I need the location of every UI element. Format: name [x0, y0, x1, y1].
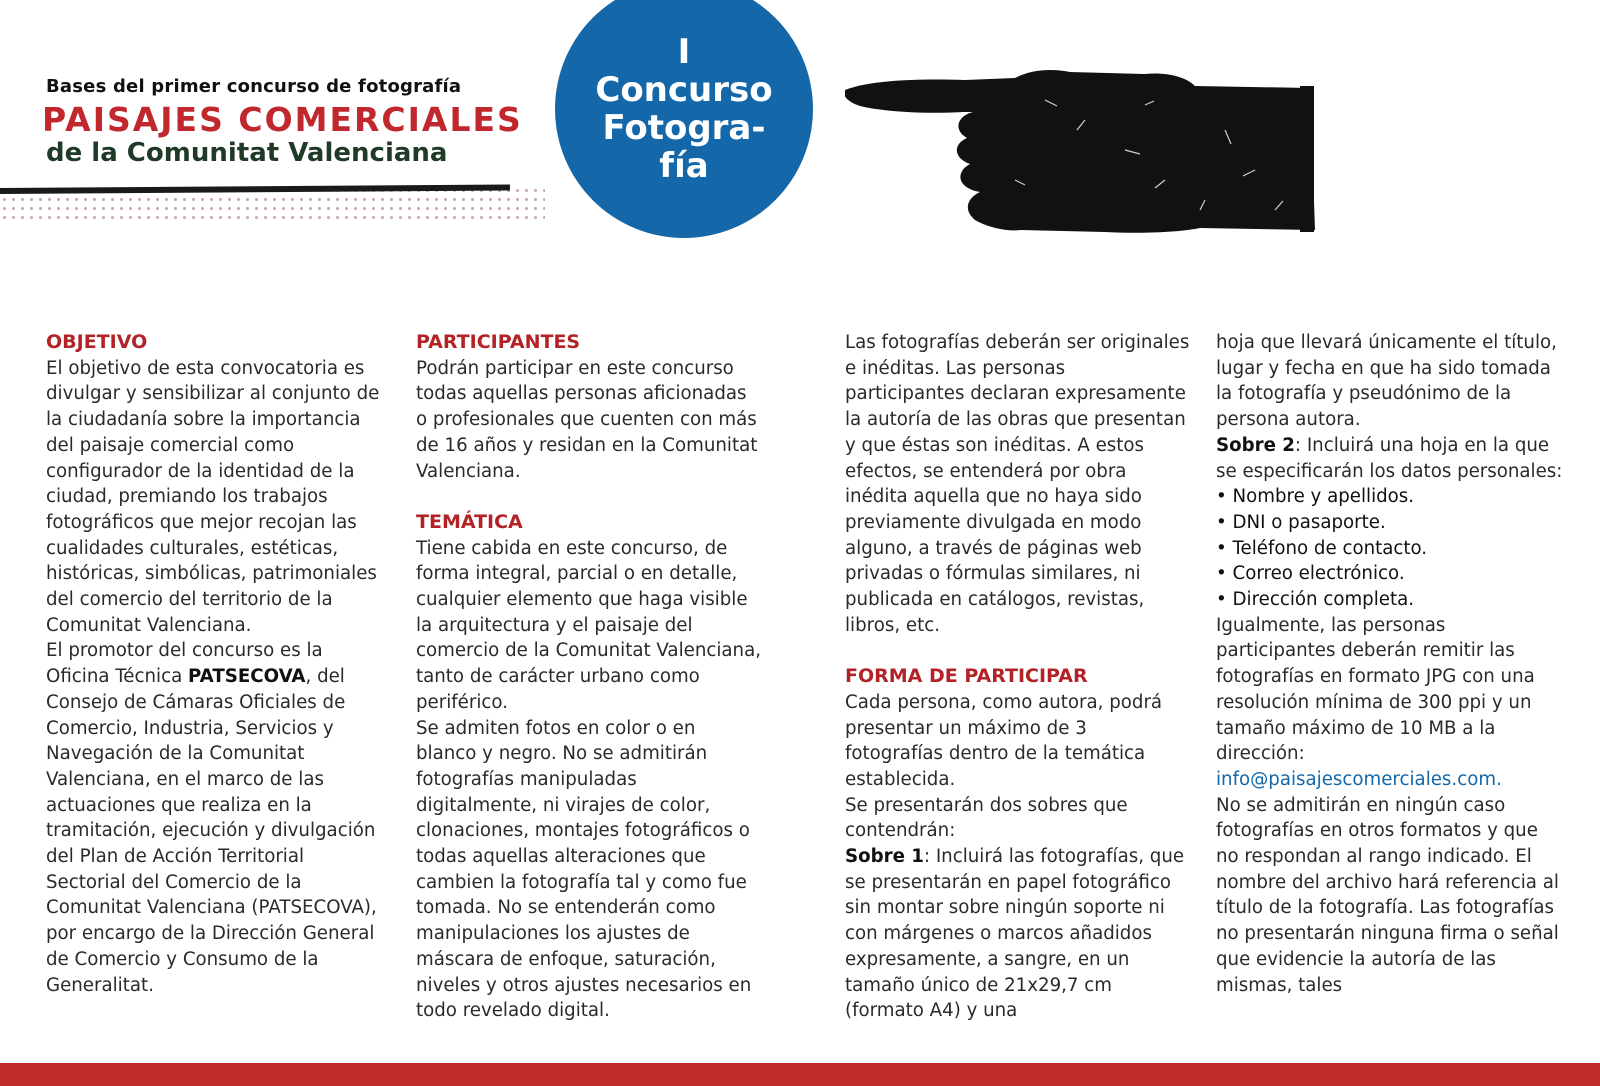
bullet-item: • Dirección completa.	[1216, 589, 1415, 611]
heading-forma-de-participar: FORMA DE PARTICIPAR	[845, 665, 1088, 688]
sobres-text: Se presentarán dos sobres que contendrán:	[845, 794, 1128, 842]
bullet-item: • Teléfono de contacto.	[1216, 537, 1428, 559]
sobre-2-label: Sobre 2	[1216, 434, 1295, 456]
heading-participantes: PARTICIPANTES	[416, 331, 581, 353]
footer-bar	[0, 1063, 1600, 1086]
header-kicker: Bases del primer concurso de fotografía	[46, 76, 462, 97]
autora-text: Cada persona, como autora, podrá presentar un máximo de 3 fotografías dentro de la temática establecida.	[845, 691, 1163, 790]
column-2	[416, 330, 761, 1024]
objetivo-text: El objetivo de esta convocatoria es divulgar y sensibilizar al conjunto de la ciudadanía sobre la importancia del paisaje comercial como configurador de la identidad de la ciudad, premiando los trabajos fotográficos que mejor recojan las cualidades culturales, estéticas, históricas, simbólicas, patrimoniales del comercio del territorio de la Comunitat Valenciana.	[46, 357, 380, 636]
tematica-text: Tiene cabida en este concurso, de forma integral, parcial o en detalle, cualquier elemento que haga visible la arquitectura y el paisaje del comercio de la Comunitat Valenciana, tanto de carácter urbano como periférico.	[416, 537, 762, 713]
fotos-text: Se admiten fotos en color o en blanco y negro. No se admitirán fotografías manipuladas digitalmente, ni virajes de color, clonaciones, montajes fotográficos o todas aquellas alteraciones que cambien la fotografía tal y como fue tomada. No se entenderán como manipulaciones los ajustes de máscara de enfoque, saturación, niveles y otros ajustes necesarios en todo revelado digital.	[416, 717, 752, 1022]
heading-objetivo: OBJETIVO	[46, 331, 148, 353]
concurso-badge	[555, 0, 813, 238]
patsecova-bold: PATSECOVA	[188, 666, 306, 688]
column-1	[46, 330, 384, 998]
formato-text: Igualmente, las personas participantes deberán remitir las fotografías en formato JPG con una resolución mínima de 300 ppi y un tamaño máximo de 10 MB a la dirección:	[1216, 614, 1535, 765]
header-title: PAISAJES COMERCIALES	[42, 100, 523, 139]
column-4	[1216, 330, 1566, 998]
heading-tematica: TEMÁTICA	[416, 510, 523, 533]
no-admitiran-text: No se admitirán en ningún caso fotografías en otros formatos y que no respondan al rango indicado. El nombre del archivo hará referencia al título de la fotografía. Las fotografías no presentarán ninguna firma o señal que evidencie la autoría de las mismas, tales	[1216, 794, 1559, 996]
sobre-1-label: Sobre 1	[845, 846, 924, 868]
sobre-1-desc: : Incluirá las fotografías, que se presentarán en papel fotográfico sin montar sobre ningún soporte ni con márgenes o marcos añadidos expresamente, a sangre, en un tamaño único de 21x29,7 cm (formato A4) y una	[845, 846, 1185, 1022]
header-subtitle: de la Comunitat Valenciana	[46, 138, 448, 168]
originales-text: Las fotografías deberán ser originales e inéditas. Las personas participantes declaran expresamente la autoría de las obras que presentan y que éstas son inéditas. A estos efectos, se entenderá por obra inédita aquella que no haya sido previamente divulgada en modo alguno, a través de páginas web privadas o fórmulas similares, ni publicada en catálogos, revistas, libros, etc.	[845, 332, 1190, 636]
badge-line-2: Concurso	[595, 70, 773, 110]
hoja-text: hoja que llevará únicamente el título, lugar y fecha en que ha sido tomada la fotografía y pseudónimo de la persona autora.	[1216, 332, 1557, 431]
email-link[interactable]: info@paisajescomerciales.com.	[1216, 768, 1502, 790]
sobre-1-text	[845, 844, 1190, 1024]
badge-line-3: Fotogra-	[602, 108, 766, 148]
bullet-item: • DNI o pasaporte.	[1216, 511, 1386, 533]
sobre-2-desc: : Incluirá una hoja en la que se especificarán los datos personales:	[1216, 434, 1563, 482]
promotor-text-end: , del Consejo de Cámaras Oficiales de Comercio, Industria, Servicios y Navegación de la Comunitat Valenciana, en el marco de las actuaciones que realiza en la tramitación, ejecución y divulgación del Plan de Acción Territorial Sectorial del Comercio de la Comunitat Valenciana (PATSECOVA), por encargo de la Dirección General de Comercio y Consumo de la Generalitat.	[46, 666, 377, 996]
badge-line-4: fía	[659, 146, 709, 186]
participantes-text: Podrán participar en este concurso todas aquellas personas aficionadas o profesionales que cuenten con más de 16 años y residan en la Comunitat Valenciana.	[416, 357, 758, 482]
badge-line-1: I	[677, 32, 691, 72]
sobre-2-text	[1216, 433, 1566, 484]
promotor-text	[46, 638, 384, 998]
bullet-item: • Correo electrónico.	[1216, 563, 1405, 585]
promotor-text-start: El promotor del concurso es la Oficina Técnica	[46, 640, 323, 688]
pointing-hand-icon	[845, 60, 1345, 240]
column-3	[845, 330, 1190, 1024]
bullet-item: • Nombre y apellidos.	[1216, 486, 1415, 508]
